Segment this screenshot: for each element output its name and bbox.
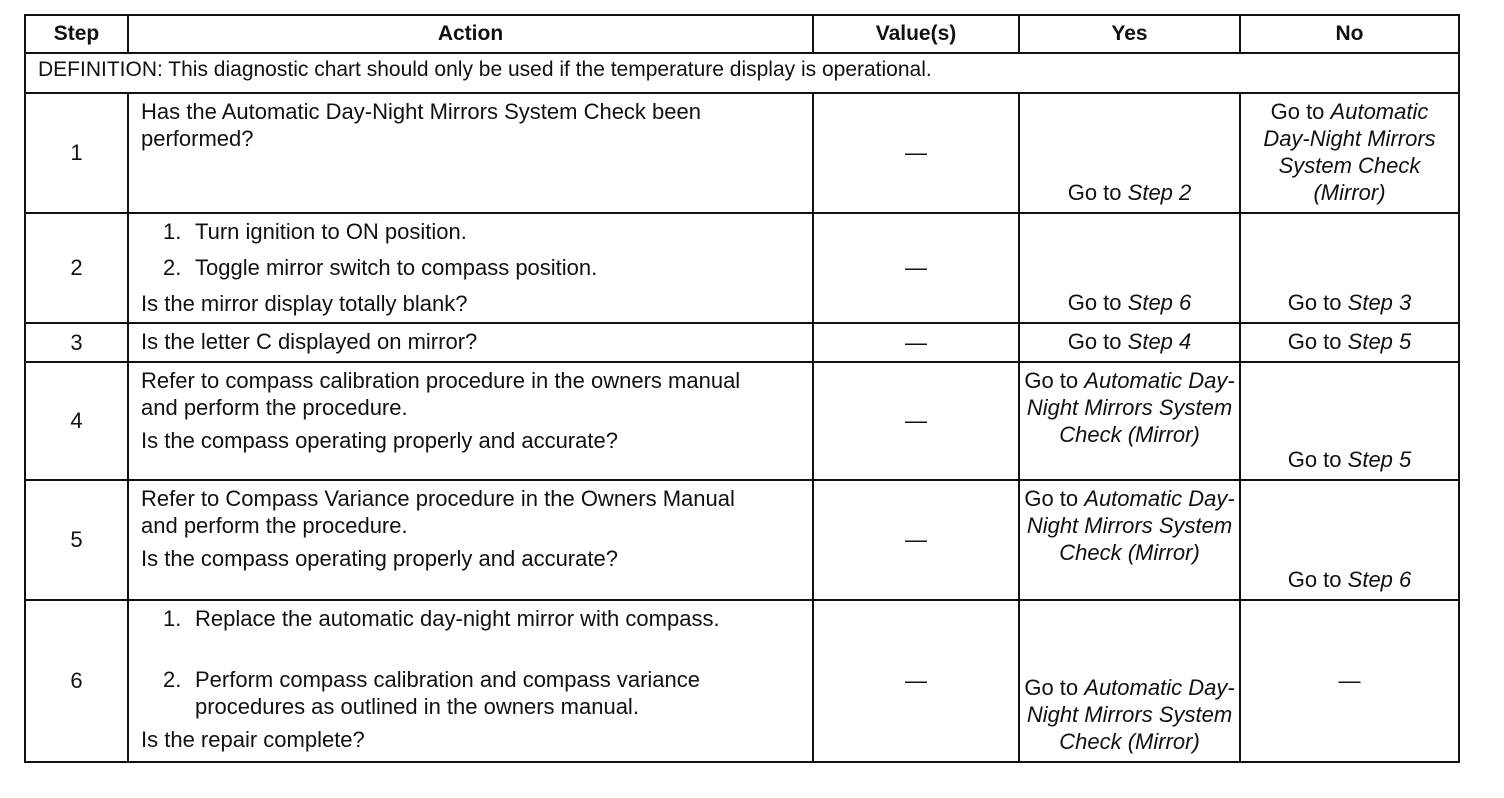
- yes-target: Automatic Day-Night Mirrors System Check (Mirror): [1026, 675, 1235, 754]
- action-steps: [141, 605, 802, 720]
- no-cell: [1240, 362, 1459, 480]
- list-item-text: Replace the automatic day-night mirror with compass.: [195, 606, 720, 631]
- no-target: Step 5: [1347, 329, 1412, 354]
- yes-target: Step 4: [1127, 329, 1192, 354]
- yes-cell: [1019, 323, 1240, 362]
- list-item-text: Perform compass calibration and compass variance procedures as outlined in the owners manual.: [195, 667, 701, 719]
- no-cell: [1240, 323, 1459, 362]
- value-cell: —: [813, 213, 1019, 323]
- goto-label: Go to: [1067, 290, 1122, 315]
- diagnostic-table: [24, 14, 1460, 763]
- goto-label: Go to: [1287, 290, 1342, 315]
- table-row: [25, 600, 1459, 762]
- yes-target: Automatic Day-Night Mirrors System Check (Mirror): [1026, 486, 1235, 565]
- header-action: Action: [128, 15, 813, 53]
- table-row: [25, 362, 1459, 480]
- table-row: [25, 480, 1459, 600]
- action-cell: [128, 323, 813, 362]
- action-question: Has the Automatic Day-Night Mirrors System Check been performed?: [141, 99, 701, 151]
- action-steps: [141, 218, 802, 281]
- step-number: 2: [25, 213, 128, 323]
- action-cell: [128, 600, 813, 762]
- goto-label: Go to: [1287, 567, 1342, 592]
- no-cell: —: [1240, 600, 1459, 762]
- value-cell: —: [813, 323, 1019, 362]
- yes-cell: [1019, 600, 1240, 762]
- action-cell: [128, 93, 813, 213]
- yes-cell: [1019, 93, 1240, 213]
- yes-target: Step 2: [1127, 180, 1192, 205]
- no-target: Automatic Day-Night Mirrors System Check (Mirror): [1263, 99, 1436, 205]
- value-cell: —: [813, 93, 1019, 213]
- table-row: [25, 323, 1459, 362]
- yes-cell: [1019, 213, 1240, 323]
- step-number: 1: [25, 93, 128, 213]
- header-step: Step: [25, 15, 128, 53]
- goto-label: Go to: [1270, 99, 1325, 124]
- action-question: Is the compass operating properly and accurate?: [141, 546, 618, 571]
- action-cell: [128, 362, 813, 480]
- action-question: Is the letter C displayed on mirror?: [141, 329, 478, 354]
- header-row: [25, 15, 1459, 53]
- goto-label: Go to: [1287, 447, 1342, 472]
- no-cell: [1240, 93, 1459, 213]
- action-text: Refer to compass calibration procedure in the owners manual and perform the procedure.: [141, 368, 741, 420]
- action-question: Is the compass operating properly and accurate?: [141, 428, 618, 453]
- yes-target: Automatic Day-Night Mirrors System Check (Mirror): [1026, 368, 1235, 447]
- goto-label: Go to: [1067, 180, 1122, 205]
- action-question: Is the repair complete?: [141, 727, 365, 752]
- yes-target: Step 6: [1127, 290, 1192, 315]
- header-no: No: [1240, 15, 1459, 53]
- step-number: 5: [25, 480, 128, 600]
- list-item-text: Turn ignition to ON position.: [195, 219, 467, 244]
- no-target: Step 5: [1347, 447, 1412, 472]
- step-number: 3: [25, 323, 128, 362]
- action-cell: [128, 480, 813, 600]
- no-target: Step 3: [1347, 290, 1412, 315]
- goto-label: Go to: [1067, 329, 1122, 354]
- goto-label: Go to: [1024, 675, 1079, 700]
- no-cell: [1240, 213, 1459, 323]
- list-item: 2. Toggle mirror switch to compass position.: [163, 255, 598, 280]
- yes-cell: [1019, 480, 1240, 600]
- no-cell: [1240, 480, 1459, 600]
- action-cell: [128, 213, 813, 323]
- yes-cell: [1019, 362, 1240, 480]
- goto-label: Go to: [1024, 368, 1079, 393]
- header-yes: Yes: [1019, 15, 1240, 53]
- value-cell: —: [813, 600, 1019, 762]
- step-number: 4: [25, 362, 128, 480]
- goto-label: Go to: [1024, 486, 1079, 511]
- list-item-text: Toggle mirror switch to compass position.: [195, 255, 598, 280]
- step-number: 6: [25, 600, 128, 762]
- list-item: 1. Turn ignition to ON position.: [163, 219, 467, 244]
- action-question: Is the mirror display totally blank?: [141, 291, 468, 316]
- no-target: Step 6: [1347, 567, 1412, 592]
- goto-label: Go to: [1287, 329, 1342, 354]
- value-cell: —: [813, 480, 1019, 600]
- definition-text: DEFINITION: This diagnostic chart should only be used if the temperature display is operational.: [25, 53, 1459, 93]
- value-cell: —: [813, 362, 1019, 480]
- table-row: [25, 93, 1459, 213]
- table-row: [25, 213, 1459, 323]
- action-text: Refer to Compass Variance procedure in the Owners Manual and perform the procedure.: [141, 486, 735, 538]
- definition-row: [25, 53, 1459, 93]
- list-item: 1. Replace the automatic day-night mirror with compass.: [163, 606, 720, 631]
- list-item: 2. Perform compass calibration and compass variance procedures as outlined in the owners manual.: [163, 667, 701, 719]
- header-values: Value(s): [813, 15, 1019, 53]
